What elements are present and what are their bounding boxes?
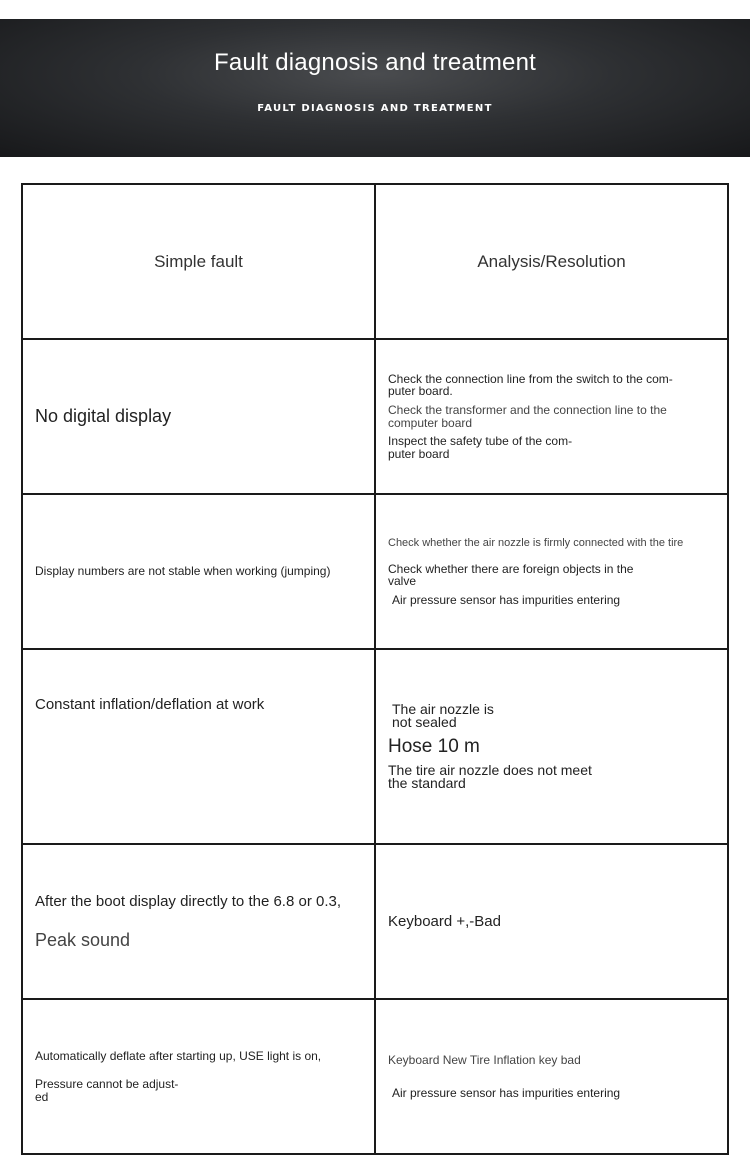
table-row: [22, 339, 728, 494]
resolution-text: Air pressure sensor has impurities entering: [392, 592, 621, 607]
table-header-row: [22, 184, 728, 339]
resolution-text: The air nozzle is not sealed: [392, 700, 494, 731]
fault-text: Peak sound: [35, 929, 131, 950]
fault-text: Pressure cannot be adjust- ed: [35, 1077, 179, 1104]
fault-text: No digital display: [35, 406, 172, 426]
table-row: [22, 494, 728, 649]
fault-table: [21, 183, 729, 1155]
fault-text: Constant inflation/deflation at work: [35, 696, 265, 713]
resolution-text: Keyboard New Tire Inflation key bad: [388, 1052, 581, 1067]
resolution-cell: [375, 844, 728, 999]
fault-cell: [22, 494, 375, 649]
banner-title: Fault diagnosis and treatment: [214, 49, 536, 76]
header-simple-fault: Simple fault: [22, 184, 375, 339]
header-analysis-resolution: Analysis/Resolution: [375, 184, 728, 339]
banner-subtitle: FAULT DIAGNOSIS AND TREATMENT: [257, 103, 493, 114]
resolution-cell: [375, 649, 728, 844]
resolution-text: Check the connection line from the switch to the com- puter board.: [388, 371, 673, 399]
resolution-text: Keyboard +,-Bad: [388, 913, 501, 930]
resolution-text: Check whether there are foreign objects in the valve: [388, 561, 634, 589]
resolution-text: Air pressure sensor has impurities entering: [392, 1085, 621, 1100]
fault-cell: [22, 649, 375, 844]
fault-cell: [22, 339, 375, 494]
fault-text: After the boot display directly to the 6.8 or 0.3,: [35, 892, 342, 910]
resolution-cell: [375, 494, 728, 649]
resolution-text: The tire air nozzle does not meet the standard: [388, 761, 592, 791]
fault-cell: [22, 844, 375, 999]
fault-text: Automatically deflate after starting up, USE light is on,: [35, 1048, 322, 1063]
resolution-cell: [375, 999, 728, 1154]
resolution-text: Check whether the air nozzle is firmly connected with the tire: [388, 536, 684, 549]
resolution-text: Inspect the safety tube of the com- puter board: [388, 434, 573, 461]
table-row: [22, 999, 728, 1154]
table-row: [22, 649, 728, 844]
fault-cell: [22, 999, 375, 1154]
resolution-text: Hose 10 m: [388, 735, 480, 757]
fault-text: Display numbers are not stable when working (jumping): [35, 564, 331, 579]
header-banner: [0, 19, 750, 157]
resolution-text: Check the transformer and the connection line to the computer board: [388, 402, 667, 430]
resolution-cell: [375, 339, 728, 494]
table-row: [22, 844, 728, 999]
